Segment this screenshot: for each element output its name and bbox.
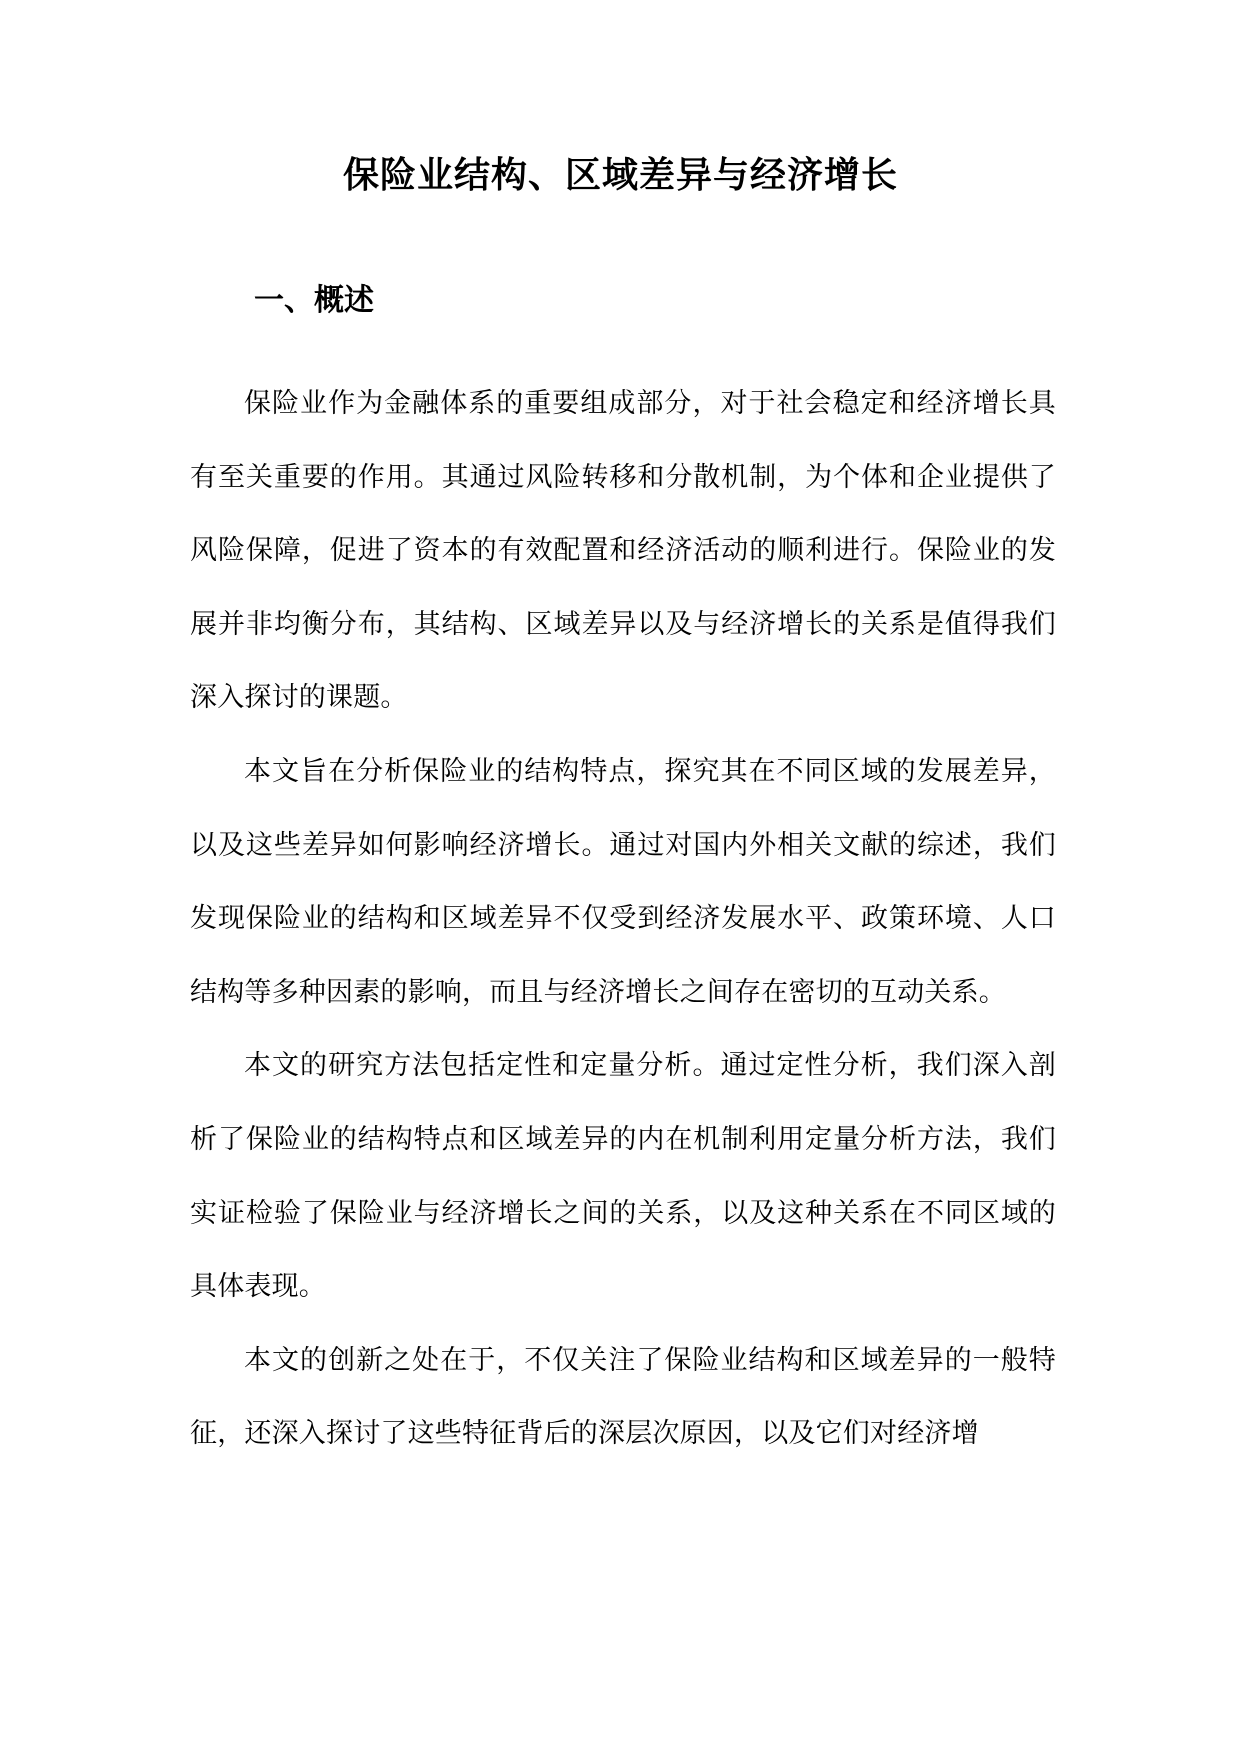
paragraph-1: 保险业作为金融体系的重要组成部分，对于社会稳定和经济增长具有至关重要的作用。其通过风险转移和分散机制，为个体和企业提供了风险保障，促进了资本的有效配置和经济活动的顺利进行。保险业的发展并非均衡分布，其结构、区域差异以及与经济增长的关系是值得我们深入探讨的课题。 [190, 388, 1056, 714]
paragraph-3: 本文的研究方法包括定性和定量分析。通过定性分析，我们深入剖析了保险业的结构特点和区域差异的内在机制利用定量分析方法，我们实证检验了保险业与经济增长之间的关系，以及这种关系在不同区域的具体表现。 [190, 1050, 1056, 1303]
paragraph-2: 本文旨在分析保险业的结构特点，探究其在不同区域的发展差异，以及这些差异如何影响经济增长。通过对国内外相关文献的综述，我们发现保险业的结构和区域差异不仅受到经济发展水平、政策环境、人口结构等多种因素的影响，而且与经济增长之间存在密切的互动关系。 [190, 755, 1056, 1008]
section-heading: 一、概述 [254, 283, 374, 318]
body-text [190, 367, 1056, 1471]
paragraph-4: 本文的创新之处在于，不仅关注了保险业结构和区域差异的一般特征，还深入探讨了这些特征背后的深层次原因，以及它们对经济增 [190, 1344, 1056, 1450]
document-title: 保险业结构、区域差异与经济增长 [342, 155, 898, 196]
